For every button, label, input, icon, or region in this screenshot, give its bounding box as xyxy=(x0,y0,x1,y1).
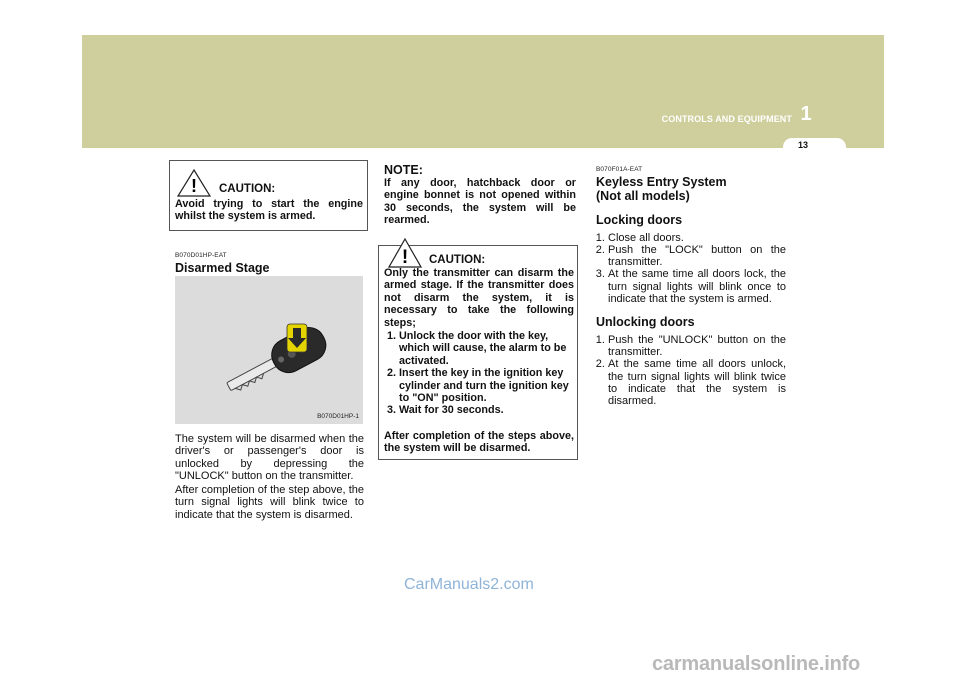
warning-icon xyxy=(177,169,211,197)
caution-step: 1. Unlock the door with the key, which will cause, the alarm to be activated. xyxy=(399,330,577,367)
footer-watermark[interactable]: carmanualsonline.info xyxy=(652,653,861,675)
page-number: 13 xyxy=(797,140,808,150)
caution-steps xyxy=(387,330,577,417)
note-heading: NOTE: xyxy=(384,163,423,177)
section-code: B070F01A-EAT xyxy=(596,166,643,173)
column-1 xyxy=(175,250,365,276)
unlocking-heading: Unlocking doors xyxy=(596,315,695,330)
locking-step: 2. Push the "LOCK" button on the transmitter. xyxy=(608,244,786,269)
locking-heading: Locking doors xyxy=(596,213,683,228)
locking-steps xyxy=(596,232,786,306)
svg-text:!: ! xyxy=(191,176,197,196)
chapter-number: 1 xyxy=(800,103,812,125)
disarmed-paragraph-2: After completion of the step above, the turn signal lights will blink twice to indicate that the system is disarmed. xyxy=(175,484,364,521)
locking-step: 1. Close all doors. xyxy=(608,232,786,244)
disarmed-paragraph-1: The system will be disarmed when the driver's or passenger's door is unlocked by depressing the "UNLOCK" button on the transmitter. xyxy=(175,433,364,482)
section-title: Keyless Entry System (Not all models) xyxy=(596,175,727,203)
section-title: Disarmed Stage xyxy=(175,261,270,276)
caution-step: 2. Insert the key in the ignition key cylinder and turn the ignition key to "ON" position. xyxy=(399,367,577,404)
key-illustration xyxy=(175,276,363,424)
caution-text: Avoid trying to start the engine whilst the system is armed. xyxy=(175,198,363,223)
caution-heading: CAUTION: xyxy=(429,254,486,266)
section-code: B070D01HP-EAT xyxy=(175,252,227,259)
unlocking-step: 2. At the same time all doors unlock, the turn signal lights will blink twice to indicate that the system is disarmed. xyxy=(608,358,786,407)
note-block xyxy=(384,164,576,227)
caution-outro: After completion of the steps above, the system will be disarmed. xyxy=(384,430,574,455)
caution-box-1 xyxy=(169,160,368,231)
svg-text:!: ! xyxy=(401,247,409,268)
locking-step: 3. At the same time all doors lock, the turn signal lights will blink once to indicate that the system is armed. xyxy=(608,268,786,305)
caution-box-2 xyxy=(378,245,578,460)
key-figure xyxy=(175,276,363,424)
caution-heading: CAUTION: xyxy=(219,183,276,195)
unlocking-steps xyxy=(596,334,786,408)
chapter-title: CONTROLS AND EQUIPMENT xyxy=(661,114,792,124)
unlocking-step: 1. Push the "UNLOCK" button on the transmitter. xyxy=(608,334,786,359)
column-3 xyxy=(596,164,786,407)
header-band xyxy=(82,35,884,148)
caution-intro: Only the transmitter can disarm the armed stage. If the transmitter does not disarm the system, it is necessary to take the following steps; xyxy=(384,267,574,329)
caution-step: 3. Wait for 30 seconds. xyxy=(399,404,577,416)
warning-icon xyxy=(388,238,422,268)
watermark-link[interactable]: CarManuals2.com xyxy=(404,576,534,593)
figure-label: B070D01HP-1 xyxy=(317,413,359,420)
note-text: If any door, hatchback door or engine bonnet is not opened within 30 seconds, the system will be rearmed. xyxy=(384,177,576,227)
